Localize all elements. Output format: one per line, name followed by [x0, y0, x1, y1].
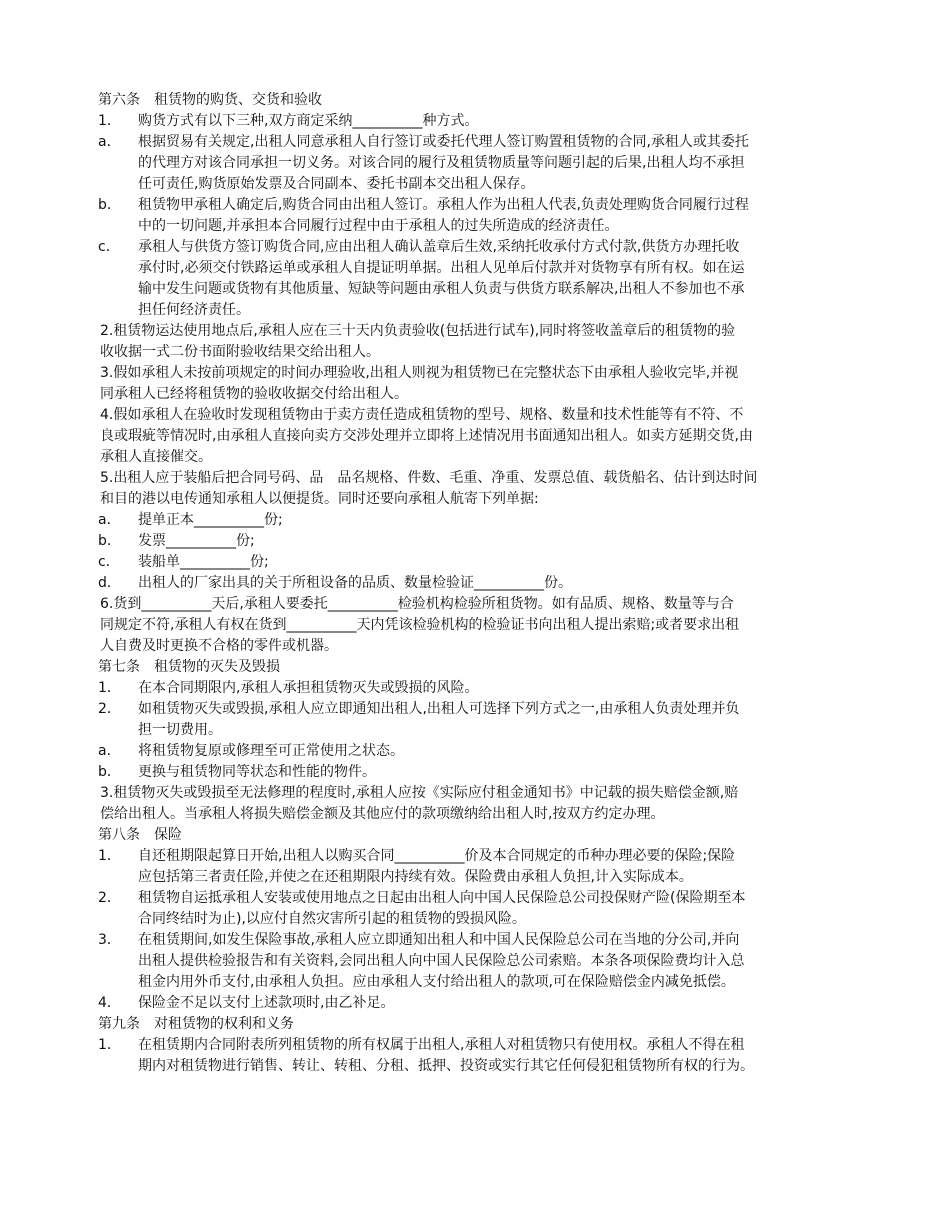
list-item: [96, 678, 860, 699]
list-item: [96, 888, 860, 930]
list-item: [96, 741, 860, 762]
paragraph-text-line: 偿给出租人。当承租人将损失赔偿金额及其他应付的款项缴纳给出租人时,按双方约定办理。: [100, 806, 665, 822]
list-marker: a．: [98, 743, 121, 759]
list-item-text-line: 发票__________份;: [138, 533, 255, 549]
list-item: [96, 573, 860, 594]
list-marker: 3．: [98, 932, 121, 948]
section-heading: 第六条 租赁物的购货、交货和验收: [98, 92, 322, 108]
list-item-text-line: 租金内用外币支付,由承租人负担。应由承租人支付给出租人的款项,可在保险赔偿金内减免抵偿。: [138, 974, 735, 990]
numbered-paragraph: [96, 321, 860, 363]
list-item: [96, 930, 860, 993]
paragraph-text-line: 收收据一式二份书面附验收结果交给出租人。: [100, 344, 380, 360]
list-item: [96, 132, 860, 195]
list-item-text-line: 任可责任,购货原始发票及合同副本、委托书副本交出租人保存。: [138, 176, 535, 192]
list-item-text-line: 租赁物甲承租人确定后,购货合同由出租人签订。承租人作为出租人代表,负责处理购货合同履行过程: [138, 197, 749, 213]
list-item: [96, 111, 860, 132]
list-item-text-line: 担任何经济责任。: [138, 302, 250, 318]
list-item: [96, 237, 860, 321]
numbered-paragraph: [96, 363, 860, 405]
list-item: [96, 531, 860, 552]
numbered-paragraph: [96, 405, 860, 468]
list-marker: a．: [98, 512, 121, 528]
list-item-text-line: 期内对租赁物进行销售、转让、转租、分租、抵押、投资或实行其它任何侵犯租赁物所有权的行为。: [138, 1058, 754, 1074]
numbered-paragraph: [96, 783, 860, 825]
list-marker: b．: [98, 533, 121, 549]
list-marker: c．: [98, 239, 120, 255]
paragraph-text-line: 良或瑕疵等情况时,由承租人直接向卖方交涉处理并立即将上述情况用书面通知出租人。如卖方延期交货,由: [100, 428, 753, 444]
list-item-text-line: 在租赁期内合同附表所列租赁物的所有权属于出租人,承租人对租赁物只有使用权。承租人不得在租: [138, 1037, 745, 1053]
list-item-text-line: 在租赁期间,如发生保险事故,承租人应立即通知出租人和中国人民保险总公司在当地的分公司,并向: [138, 932, 740, 948]
list-item: [96, 699, 860, 741]
list-item-text-line: 承付时,必须交付铁路运单或承租人自提证明单据。出租人见单后付款并对货物享有所有权。如在运: [138, 260, 745, 276]
section-heading: 第九条 对租赁物的权利和义务: [98, 1016, 294, 1032]
list-marker: 2．: [98, 701, 121, 717]
paragraph-text-line: 4.假如承租人在验收时发现租赁物由于卖方责任造成租赁物的型号、规格、数量和技术性能等有不符、不: [100, 407, 744, 423]
list-item: [96, 846, 860, 888]
list-marker: 1．: [98, 680, 121, 696]
paragraph-text-line: 同规定不符,承租人有权在货到__________天内凭该检验机构的检验证书向出租人提出索赔;或者要求出租: [100, 617, 740, 633]
list-item: [96, 762, 860, 783]
list-marker: b．: [98, 764, 121, 780]
list-item-text-line: 出租人的厂家出具的关于所租设备的品质、数量检验证__________份。: [138, 575, 572, 591]
list-item-text-line: 担一切费用。: [138, 722, 222, 738]
list-item-text-line: 将租赁物复原或修理至可正常使用之状态。: [138, 743, 404, 759]
numbered-paragraph: [96, 468, 860, 510]
section-heading: 第八条 保险: [98, 827, 182, 843]
paragraph-text-line: 2.租赁物运达使用地点后,承租人应在三十天内负责验收(包括进行试车),同时将签收盖章后的租赁物的验: [100, 323, 736, 339]
section-heading: 第七条 租赁物的灭失及毁损: [98, 659, 280, 675]
list-item-text-line: 更换与租赁物同等状态和性能的物件。: [138, 764, 376, 780]
list-item-text-line: 装船单__________份;: [138, 554, 269, 570]
paragraph-text-line: 3.租赁物灭失或毁损至无法修理的程度时,承租人应按《实际应付租金通知书》中记载的损失赔偿金额,赔: [100, 785, 739, 801]
list-item-text-line: 购货方式有以下三种,双方商定采纳__________种方式。: [138, 113, 479, 129]
list-marker: b．: [98, 197, 121, 213]
list-item-text-line: 中的一切问题,并承担本合同履行过程中由于承租人的过失所造成的经济责任。: [138, 218, 619, 234]
list-item-text-line: 合同终结时为止),以应付自然灾害所引起的租赁物的毁损风险。: [138, 911, 526, 927]
paragraph-text-line: 6.货到__________天后,承租人要委托__________检验机构检验所租货物。如有品质、规格、数量等与合: [100, 596, 734, 612]
list-marker: 2．: [98, 890, 121, 906]
list-item-text-line: 的代理方对该合同承担一切义务。对该合同的履行及租赁物质量等问题引起的后果,出租人均不承担: [138, 155, 745, 171]
list-item: [96, 195, 860, 237]
list-marker: a．: [98, 134, 121, 150]
paragraph-text-line: 和目的港以电传通知承租人以便提货。同时还要向承租人航寄下列单据:: [100, 491, 539, 507]
list-item-text-line: 租赁物自运抵承租人安装或使用地点之日起由出租人向中国人民保险总公司投保财产险(保险期至本: [138, 890, 746, 906]
list-item-text-line: 提单正本__________份;: [138, 512, 283, 528]
paragraph-text-line: 同承租人已经将租赁物的验收收据交付给出租人。: [100, 386, 408, 402]
list-marker: 4．: [98, 995, 121, 1011]
list-item-text-line: 输中发生问题或货物有其他质量、短缺等问题由承租人负责与供货方联系解决,出租人不参加也不承: [138, 281, 745, 297]
list-item: [96, 993, 860, 1014]
paragraph-text-line: 人自费及时更换不合格的零件或机器。: [100, 638, 338, 654]
list-marker: 1．: [98, 1037, 121, 1053]
list-marker: 1．: [98, 113, 121, 129]
paragraph-text-line: 3.假如承租人未按前项规定的时间办理验收,出租人则视为租赁物已在完整状态下由承租人验收完毕,并视: [100, 365, 739, 381]
list-marker: c．: [98, 554, 120, 570]
list-item-text-line: 承租人与供货方签订购货合同,应由出租人确认盖章后生效,采纳托收承付方式付款,供货方办理托收: [138, 239, 740, 255]
list-item: [96, 510, 860, 531]
list-item: [96, 1035, 860, 1077]
list-item: [96, 552, 860, 573]
list-item-text-line: 在本合同期限内,承租人承担租赁物灭失或毁损的风险。: [138, 680, 479, 696]
list-item-text-line: 应包括第三者责任险,并使之在还租期限内持续有效。保险费由承租人负担,计入实际成本。: [138, 869, 693, 885]
list-item-text-line: 如租赁物灭失或毁损,承租人应立即通知出租人,出租人可选择下列方式之一,由承租人负责处理并负: [138, 701, 740, 717]
paragraph-text-line: 承租人直接催交。: [100, 449, 212, 465]
list-item-text-line: 自还租期限起算日开始,出租人以购买合同__________价及本合同规定的币种办理必要的保险;保险: [138, 848, 736, 864]
list-marker: 1．: [98, 848, 121, 864]
contract-document: [96, 90, 860, 1077]
list-item-text-line: 保险金不足以支付上述款项时,由乙补足。: [138, 995, 395, 1011]
paragraph-text-line: 5.出租人应于装船后把合同号码、品 品名规格、件数、毛重、净重、发票总值、载货船名、估计到达时间: [100, 470, 758, 486]
list-item-text-line: 出租人提供检验报告和有关资料,会同出租人向中国人民保险总公司索赔。本条各项保险费均计入总: [138, 953, 745, 969]
list-item-text-line: 根据贸易有关规定,出租人同意承租人自行签订或委托代理人签订购置租赁物的合同,承租人或其委托: [138, 134, 749, 150]
numbered-paragraph: [96, 594, 860, 657]
list-marker: d．: [98, 575, 121, 591]
